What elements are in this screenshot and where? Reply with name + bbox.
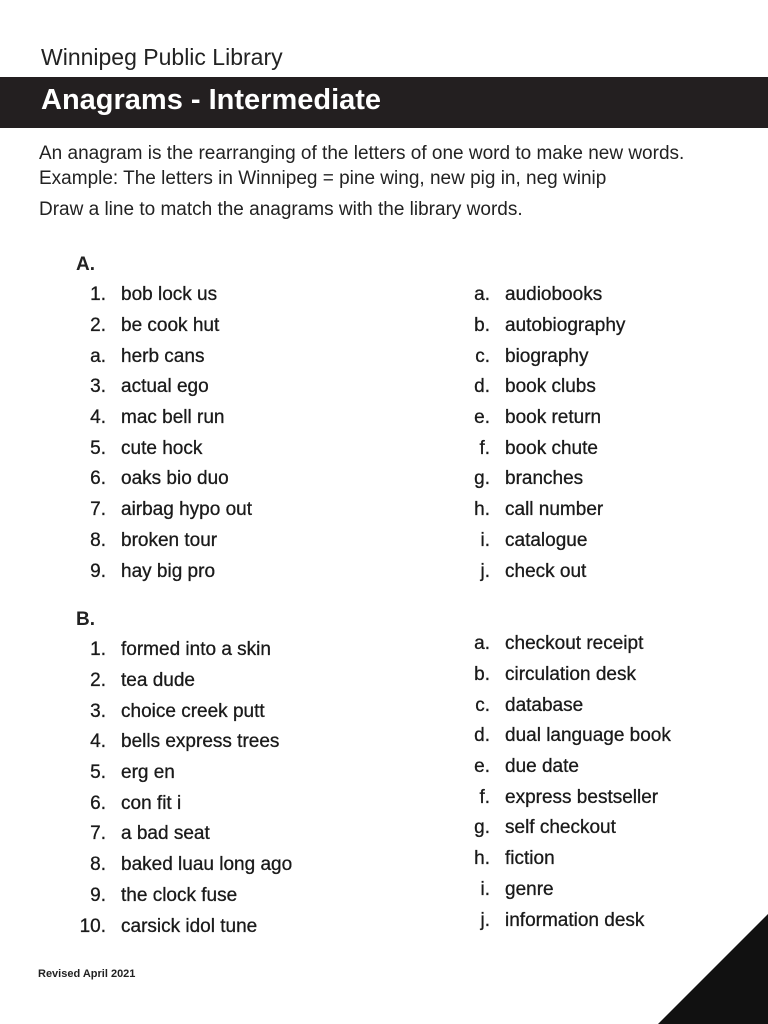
item-text: herb cans [121, 345, 205, 367]
item-label: 5. [90, 762, 106, 784]
item-text: audiobooks [505, 284, 603, 306]
item-label: 6. [90, 468, 106, 490]
item-text: oaks bio duo [121, 468, 229, 490]
item-label: h. [474, 848, 490, 870]
item-text: dual language book [505, 725, 671, 747]
item-label: 1. [90, 639, 106, 661]
item-text: choice creek putt [121, 700, 265, 722]
intro-definition: An anagram is the rearranging of the letters of one word to make new words. [39, 143, 685, 164]
section-a-word-item [460, 526, 625, 557]
item-text: actual ego [121, 376, 209, 398]
item-text: branches [505, 468, 584, 490]
section-b-anagram-item [76, 819, 292, 850]
item-text: biography [505, 345, 589, 367]
item-label: 9. [90, 884, 106, 906]
corner-triangle-decoration [658, 914, 768, 1024]
section-b-heading: B. [76, 609, 95, 630]
item-label: c. [475, 694, 490, 716]
section-a-anagram-item [76, 341, 252, 372]
section-b-anagram-item [76, 727, 292, 758]
item-text: information desk [505, 909, 645, 931]
section-b-anagram-item [76, 788, 292, 819]
section-a-anagram-item [76, 372, 252, 403]
intro-instructions: Draw a line to match the anagrams with the library words. [39, 199, 523, 220]
item-text: the clock fuse [121, 884, 238, 906]
item-label: e. [474, 407, 490, 429]
item-label: 2. [90, 315, 106, 337]
item-label: 7. [90, 823, 106, 845]
section-a-anagram-item [76, 556, 252, 587]
item-label: b. [474, 664, 490, 686]
item-label: 8. [90, 529, 106, 551]
section-a-word-item [460, 403, 625, 434]
item-text: book clubs [505, 376, 596, 398]
item-label: i. [480, 529, 490, 551]
item-label: h. [474, 499, 490, 521]
section-a-heading: A. [76, 254, 95, 275]
section-b-word-item [460, 752, 671, 783]
item-label: 3. [90, 376, 106, 398]
section-b-anagram-item [76, 758, 292, 789]
item-text: circulation desk [505, 664, 636, 686]
item-label: 1. [90, 284, 106, 306]
section-b-word-item [460, 782, 671, 813]
item-label: 6. [90, 792, 106, 814]
item-text: carsick idol tune [121, 915, 258, 937]
item-label: 3. [90, 700, 106, 722]
section-b-word-item [460, 690, 671, 721]
section-a-word-item [460, 464, 625, 495]
item-text: self checkout [505, 817, 616, 839]
section-b-anagram-item [76, 850, 292, 881]
section-a-word-item [460, 433, 625, 464]
item-label: 10. [79, 915, 106, 937]
item-label: 7. [90, 499, 106, 521]
revision-note: Revised April 2021 [38, 968, 136, 980]
section-a-word-item [460, 311, 625, 342]
item-text: be cook hut [121, 315, 220, 337]
item-label: d. [474, 725, 490, 747]
item-text: fiction [505, 848, 555, 870]
section-b-word-list [460, 629, 671, 936]
page-title: Anagrams - Intermediate [41, 84, 382, 116]
item-label: i. [480, 878, 490, 900]
section-b-anagram-item [76, 911, 292, 942]
item-text: autobiography [505, 315, 626, 337]
item-text: erg en [121, 762, 175, 784]
item-text: con fit i [121, 792, 182, 814]
section-a-anagram-item [76, 495, 252, 526]
item-text: cute hock [121, 437, 203, 459]
item-label: a. [474, 284, 490, 306]
section-a-word-list [460, 280, 625, 587]
item-label: 8. [90, 854, 106, 876]
item-label: j. [480, 560, 490, 582]
item-label: g. [474, 817, 490, 839]
section-a-anagram-item [76, 433, 252, 464]
section-b-word-item [460, 813, 671, 844]
item-label: b. [474, 315, 490, 337]
section-b-word-item [460, 905, 671, 936]
section-a-word-item [460, 280, 625, 311]
item-text: checkout receipt [505, 633, 644, 655]
item-text: airbag hypo out [121, 499, 252, 521]
section-a-anagram-item [76, 464, 252, 495]
section-b-word-item [460, 660, 671, 691]
item-label: g. [474, 468, 490, 490]
item-label: 5. [90, 437, 106, 459]
section-a-anagram-item [76, 280, 252, 311]
section-a-word-item [460, 341, 625, 372]
item-label: a. [474, 633, 490, 655]
section-a-anagram-item [76, 403, 252, 434]
item-label: 2. [90, 670, 106, 692]
item-label: 4. [90, 407, 106, 429]
item-text: formed into a skin [121, 639, 271, 661]
item-text: database [505, 694, 584, 716]
item-label: d. [474, 376, 490, 398]
section-b-anagram-item [76, 635, 292, 666]
item-text: due date [505, 756, 579, 778]
item-text: a bad seat [121, 823, 210, 845]
section-b-anagram-item [76, 696, 292, 727]
section-a-anagram-item [76, 526, 252, 557]
section-b-word-item [460, 721, 671, 752]
section-a-word-item [460, 495, 625, 526]
section-a-word-item [460, 372, 625, 403]
section-a-anagram-item [76, 311, 252, 342]
title-banner [0, 77, 768, 128]
organization-name: Winnipeg Public Library [41, 44, 283, 70]
item-label: 4. [90, 731, 106, 753]
item-label: f. [479, 786, 490, 808]
item-label: e. [474, 756, 490, 778]
section-b-anagram-list [76, 635, 292, 942]
item-text: mac bell run [121, 407, 225, 429]
item-text: express bestseller [505, 786, 659, 808]
section-a-word-item [460, 556, 625, 587]
section-b-anagram-item [76, 666, 292, 697]
item-text: broken tour [121, 529, 218, 551]
item-label: j. [480, 909, 490, 931]
section-b-anagram-item [76, 881, 292, 912]
intro-example: Example: The letters in Winnipeg = pine wing, new pig in, neg winip [39, 168, 607, 189]
item-text: book return [505, 407, 602, 429]
item-text: catalogue [505, 529, 588, 551]
item-label: 9. [90, 560, 106, 582]
section-a-anagram-list [76, 280, 252, 587]
item-text: hay big pro [121, 560, 216, 582]
section-b-word-item [460, 875, 671, 906]
item-label: c. [475, 345, 490, 367]
item-text: genre [505, 878, 554, 900]
item-text: check out [505, 560, 587, 582]
section-b-word-item [460, 844, 671, 875]
item-text: bob lock us [121, 284, 218, 306]
item-text: bells express trees [121, 731, 280, 753]
item-text: baked luau long ago [121, 854, 293, 876]
item-text: call number [505, 499, 604, 521]
item-label: a. [90, 345, 106, 367]
section-b-word-item [460, 629, 671, 660]
item-text: book chute [505, 437, 598, 459]
item-text: tea dude [121, 670, 195, 692]
item-label: f. [479, 437, 490, 459]
